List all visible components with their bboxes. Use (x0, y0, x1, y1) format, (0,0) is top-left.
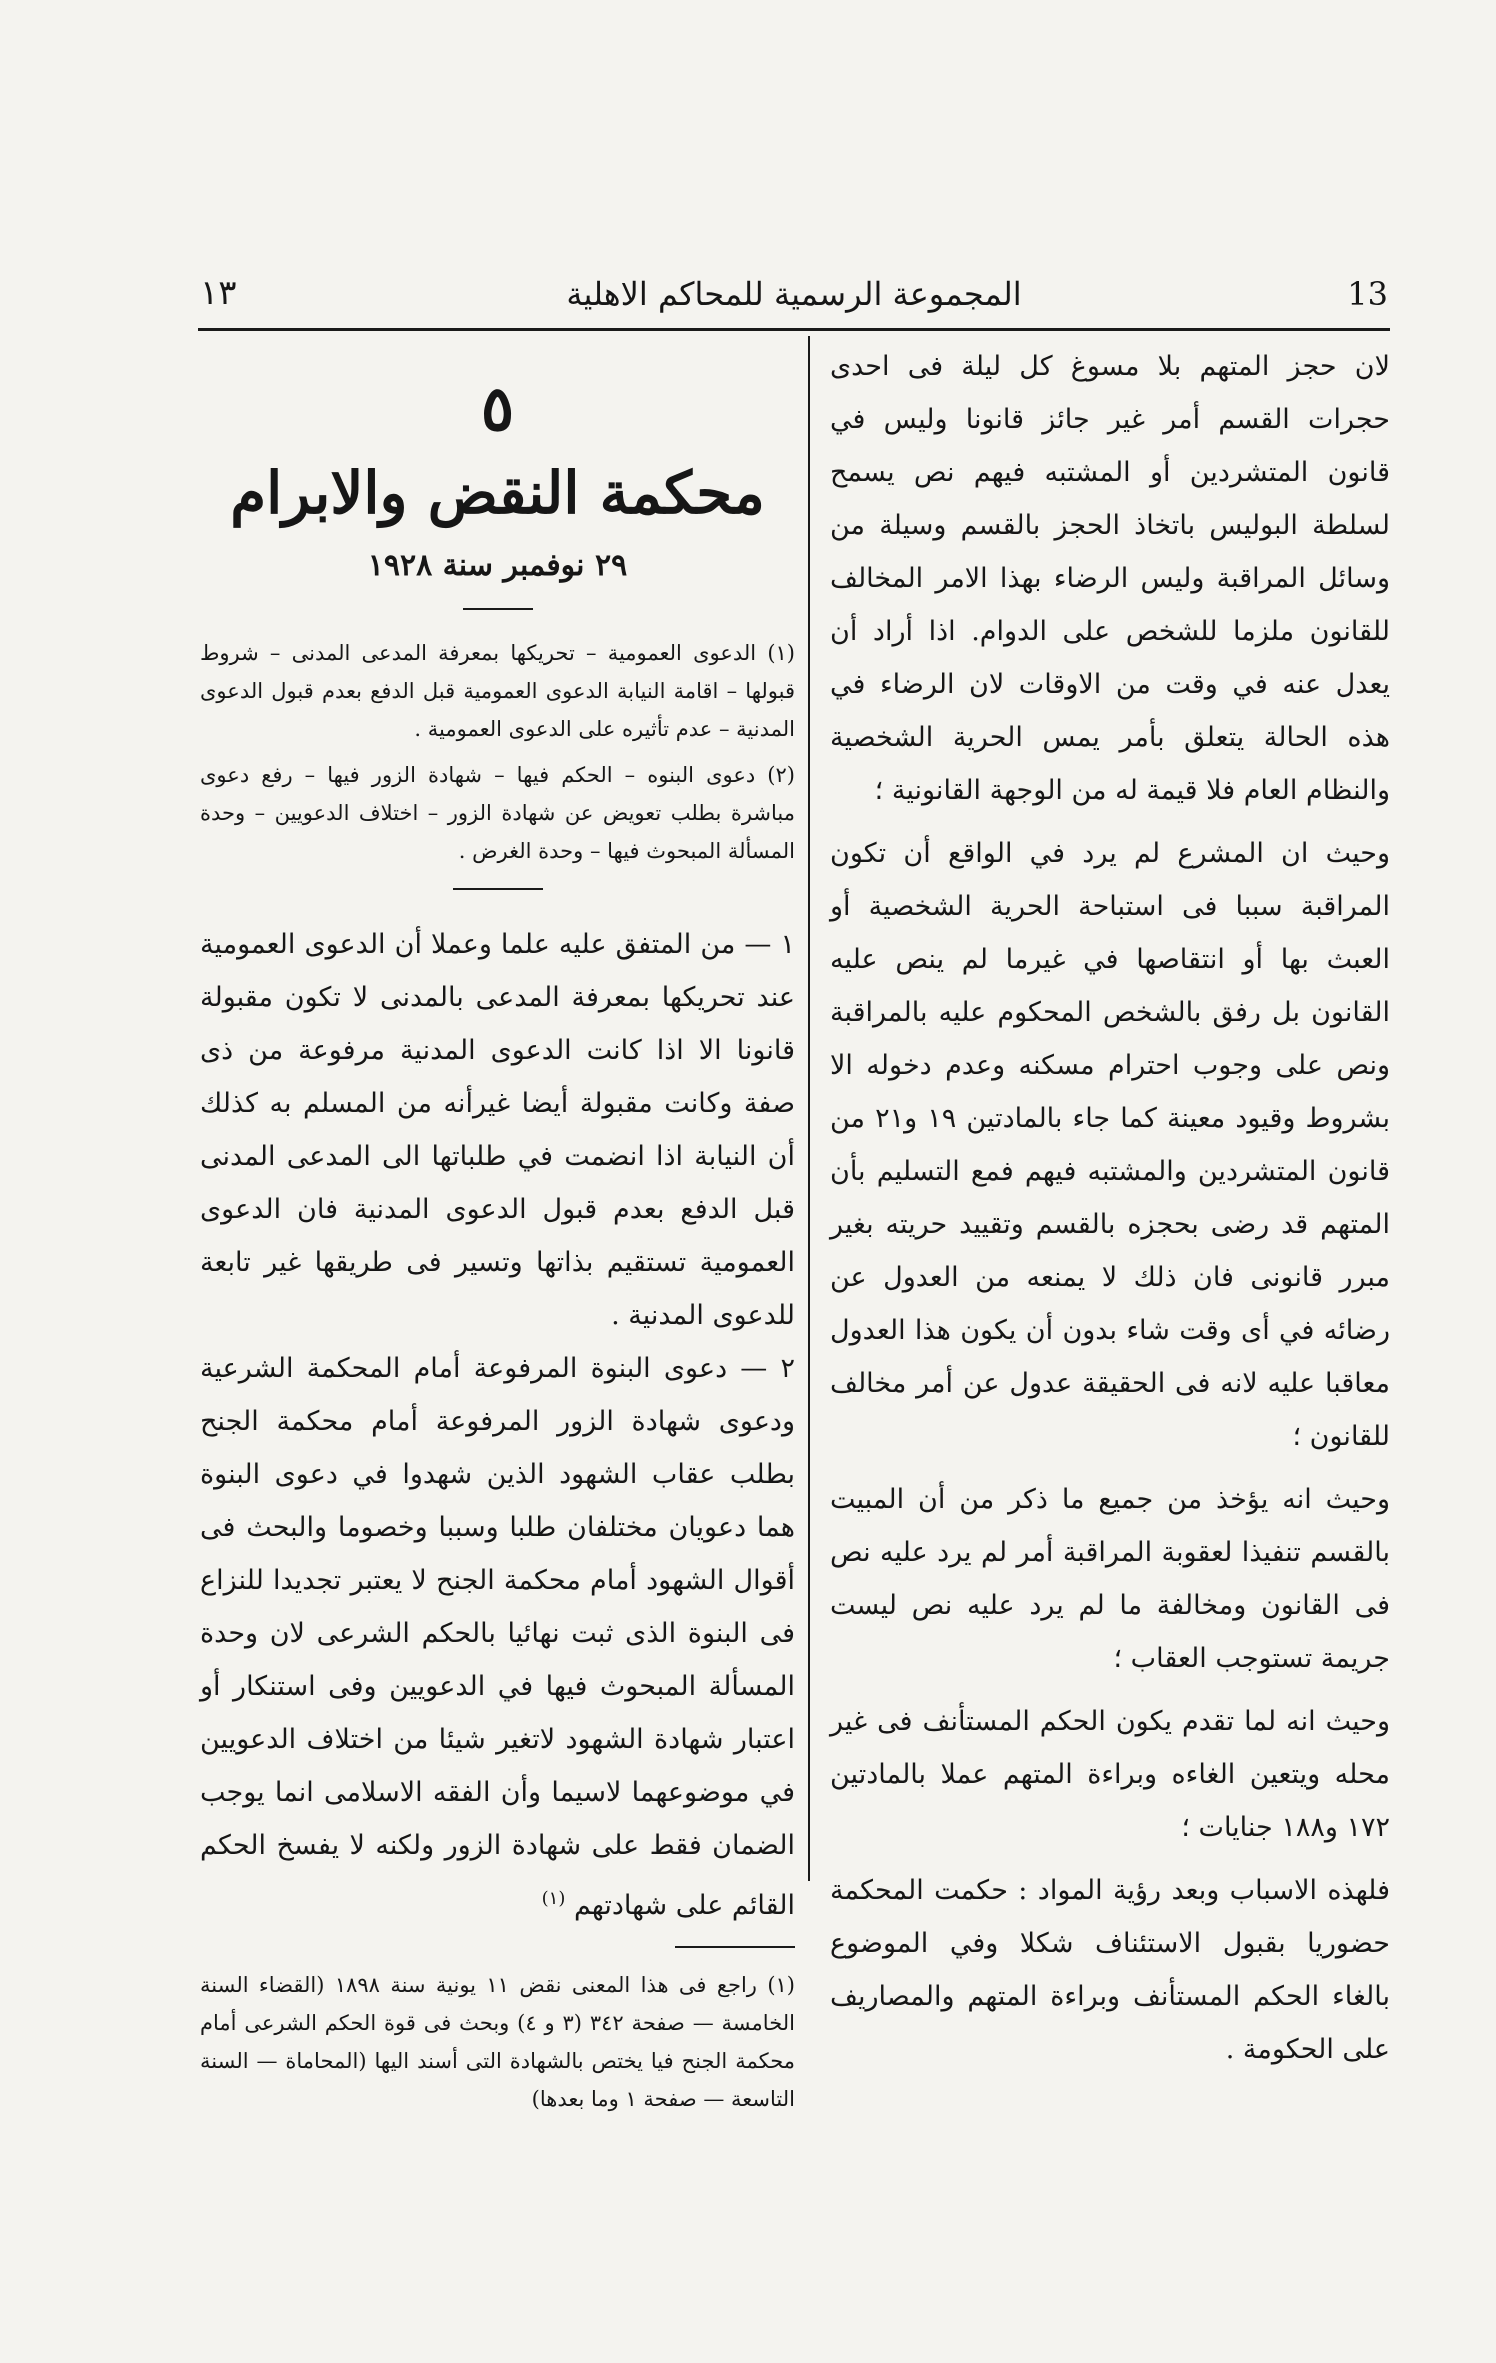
summary-divider (453, 888, 543, 890)
page-number-arabic: ١٣ (200, 273, 237, 313)
judgment-paragraph: وحيث انه يؤخذ من جميع ما ذكر من أن المبيت بالقسم تنفيذا لعقوبة المراقبة أمر لم يرد عليه نص فى القانون ومخالفة ما لم يرد عليه نص ليست جريمة تستوجب العقاب ؛ (830, 1484, 1390, 1674)
right-column (830, 340, 1390, 2076)
column-divider (808, 336, 810, 1881)
judgment-paragraph: لان حجز المتهم بلا مسوغ كل ليلة فى احدى حجرات القسم أمر غير جائز قانونا وليس في قانون المتشردين أو المشتبه فيهم نص يسمح لسلطة البوليس باتخاذ الحجز بالقسم وسيلة من وسائل المراقبة وليس الرضاء بهذا الامر المخالف للقانون ملزما للشخص على الدوام. اذا أراد أن يعدل عنه في وقت من الاوقات لان الرضاء في هذه الحالة يتعلق بأمر يمس الحرية الشخصية والنظام العام فلا قيمة له من الوجهة القانونية ؛ (830, 351, 1390, 806)
judgment-paragraph: وحيث انه لما تقدم يكون الحكم المستأنف فى غير محله ويتعين الغاءه وبراءة المتهم عملا بالمادتين ١٧٢ و١٨٨ جنايات ؛ (830, 1706, 1390, 1843)
page-header (200, 255, 1388, 315)
footnote: (١) راجع فى هذا المعنى نقض ١١ يونية سنة ١٨٩٨ (القضاء السنة الخامسة — صفحة ٣٤٢ (٣ و ٤) وبحث فى قوة الحكم الشرعى أمام محكمة الجنح فيا يختص بالشهادة التى أسند اليها (المحاماة — السنة التاسعة — صفحة ١ وما بعدها) (200, 1973, 795, 2111)
judgment-paragraph: وحيث ان المشرع لم يرد في الواقع أن تكون المراقبة سببا فى استباحة الحرية الشخصية أو العبث بها أو انتقاصها في غيرما لم ينص عليه القانون بل رفق بالشخص المحكوم عليه بالمراقبة ونص على وجوب احترام مسكنه وعدم دخوله الا بشروط وقيود معينة كما جاء بالمادتين ١٩ و٢١ من قانون المتشردين والمشتبه فيهم فمع التسليم بأن المتهم قد رضى بحجزه بالقسم وتقييد حريته بغير مبرر قانونى فان ذلك لا يمنعه من العدول عن رضائه في أى وقت شاء بدون أن يكون هذا العدول معاقبا عليه لانه فى الحقيقة عدول عن أمر مخالف للقانون ؛ (830, 838, 1390, 1452)
page-number-latin: 13 (1347, 275, 1388, 313)
principle-paragraph: ١ — من المتفق عليه علما وعملا أن الدعوى العمومية عند تحريكها بمعرفة المدعى بالمدنى لا تكون مقبولة قانونا الا اذا كانت الدعوى المدنية مرفوعة من ذى صفة وكانت مقبولة أيضا غيرأنه من المسلم به كذلك أن النيابة اذا انضمت في طلباتها الى المدعى المدنى قبل الدفع بعدم قبول الدعوى المدنية فان الدعوى العمومية تستقيم بذاتها وتسير فى طريقها غير تابعة للدعوى المدنية . (200, 929, 795, 1331)
case-summary-item: (٢) دعوى البنوه – الحكم فيها – شهادة الزور فيها – رفع دعوى مباشرة بطلب تعويض عن شهادة الزور – اختلاف الدعويين – وحدة المسألة المبحوث فيها – وحدة الغرض . (200, 763, 795, 863)
case-summary-item: (١) الدعوى العمومية – تحريكها بمعرفة المدعى المدنى – شروط قبولها – اقامة النيابة الدعوى العمومية قبل الدفع بعدم قبول الدعوى المدنية – عدم تأثيره على الدعوى العمومية . (200, 641, 795, 741)
principle-paragraph (200, 1342, 795, 1932)
header-rule (198, 328, 1390, 331)
ruling-date: ٢٩ نوفمبر سنة ١٩٢٨ (367, 548, 628, 583)
court-name: محكمة النقض والابرام (230, 459, 765, 527)
case-number: ٥ (480, 372, 515, 445)
left-column (200, 340, 795, 2118)
principle-text: ٢ — دعوى البنوة المرفوعة أمام المحكمة الشرعية ودعوى شهادة الزور المرفوعة أمام محكمة الجنح بطلب عقاب الشهود الذين شهدوا في دعوى البنوة هما دعويان مختلفان طلبا وسببا وخصوما والبحث فى أقوال الشهود أمام محكمة الجنح لا يعتبر تجديدا للنزاع فى البنوة الذى ثبت نهائيا بالحكم الشرعى لان وحدة المسألة المبحوث فيها في الدعويين وفى استنكار أو اعتبار شهادة الشهود لاتغير شيئا من اختلاف الدعويين في موضوعهما لاسيما وأن الفقه الاسلامى انما يوجب الضمان فقط على شهادة الزور ولكنه لا يفسخ الحكم القائم على شهادتهم (200, 1353, 795, 1921)
running-title: المجموعة الرسمية للمحاكم الاهلية (566, 275, 1022, 313)
footnote-separator (675, 1946, 795, 1948)
footnote-marker: (١) (541, 1888, 566, 1909)
title-divider (463, 608, 533, 610)
verdict-paragraph: فلهذه الاسباب وبعد رؤية المواد : حكمت المحكمة حضوريا بقبول الاستئناف شكلا وفي الموضوع بالغاء الحكم المستأنف وبراءة المتهم والمصاريف على الحكومة . (830, 1875, 1390, 2065)
